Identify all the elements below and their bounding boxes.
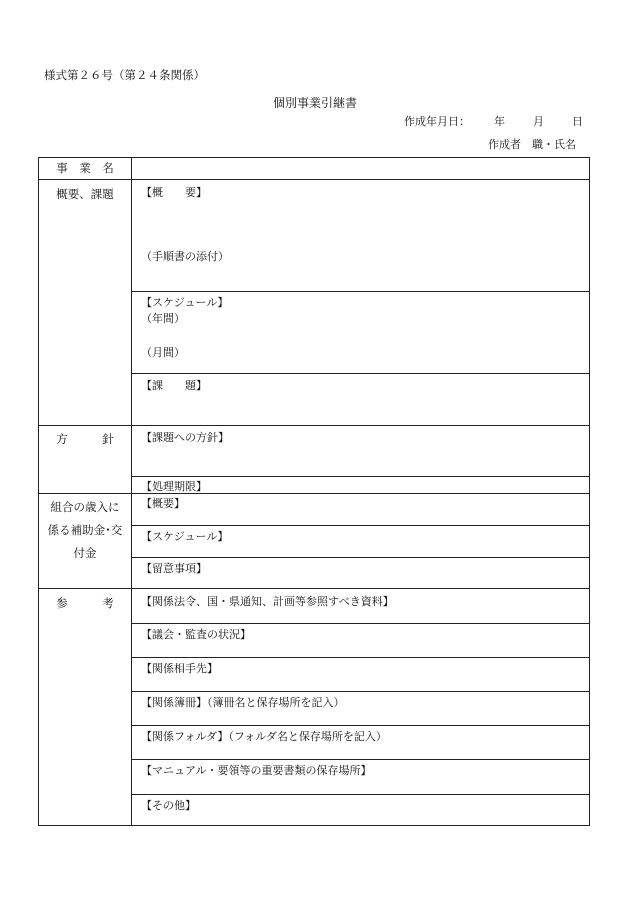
related-folders-heading: 【関係フォルダ】（フォルダ名と保存場所を記入） — [141, 730, 387, 743]
day-label: 日 — [572, 115, 583, 128]
business-name-label: 事 業 名 — [56, 161, 114, 175]
annual-schedule-label: （年間） — [141, 312, 185, 325]
procedure-attachment-note: （手順書の添付） — [141, 250, 229, 263]
related-partners-heading: 【関係相手先】 — [141, 662, 218, 675]
row-divider — [39, 493, 589, 494]
row-divider — [39, 588, 589, 589]
subsidy-notes-heading: 【留意事項】 — [141, 562, 207, 575]
creation-date-label: 作成年月日： — [404, 115, 470, 128]
cell-divider — [131, 657, 589, 658]
month-label: 月 — [533, 115, 544, 128]
subsidy-label-line1: 組合の歳入に — [50, 500, 120, 514]
handover-form-table — [38, 157, 590, 826]
row-divider — [39, 179, 589, 180]
cell-divider — [131, 623, 589, 624]
form-number: 様式第２６号（第２４条関係） — [44, 68, 205, 82]
related-ledgers-heading: 【関係簿冊】（簿冊名と保存場所を記入） — [141, 696, 345, 709]
other-heading: 【その他】 — [141, 799, 196, 812]
cell-divider — [131, 691, 589, 692]
cell-divider — [131, 725, 589, 726]
cell-divider — [131, 525, 589, 526]
policy-for-issues-heading: 【課題への方針】 — [141, 431, 229, 444]
cell-divider — [131, 759, 589, 760]
cell-divider — [131, 794, 589, 795]
subsidy-label-line3: 付金 — [73, 546, 97, 560]
year-label: 年 — [494, 115, 505, 128]
subsidy-schedule-heading: 【スケジュール】 — [141, 530, 229, 543]
row-divider — [39, 425, 589, 426]
reference-label: 参 考 — [56, 596, 114, 610]
related-laws-heading: 【関係法令、国・県通知、計画等参照すべき資料】 — [141, 595, 394, 608]
cell-divider — [131, 476, 589, 477]
monthly-schedule-label: （月間） — [141, 346, 185, 359]
cell-divider — [131, 557, 589, 558]
creation-date-line — [404, 113, 583, 129]
manuals-location-heading: 【マニュアル・要領等の重要書類の保存場所】 — [141, 764, 372, 777]
cell-divider — [131, 291, 589, 292]
deadline-heading: 【処理期限】 — [141, 480, 207, 493]
overview-heading: 【概 要】 — [141, 186, 207, 199]
council-audit-heading: 【議会・監査の状況】 — [141, 628, 251, 641]
subsidy-overview-heading: 【概要】 — [141, 497, 185, 510]
document-title: 個別事業引継書 — [272, 96, 357, 110]
policy-label: 方 針 — [56, 432, 114, 446]
overview-label: 概要、課題 — [56, 187, 114, 201]
cell-divider — [131, 373, 589, 374]
author-line: 作成者 職・氏名 — [488, 138, 576, 151]
issues-heading: 【課 題】 — [141, 379, 207, 392]
schedule-heading: 【スケジュール】 — [141, 296, 229, 309]
subsidy-label-line2: 係る補助金･交 — [47, 523, 123, 537]
